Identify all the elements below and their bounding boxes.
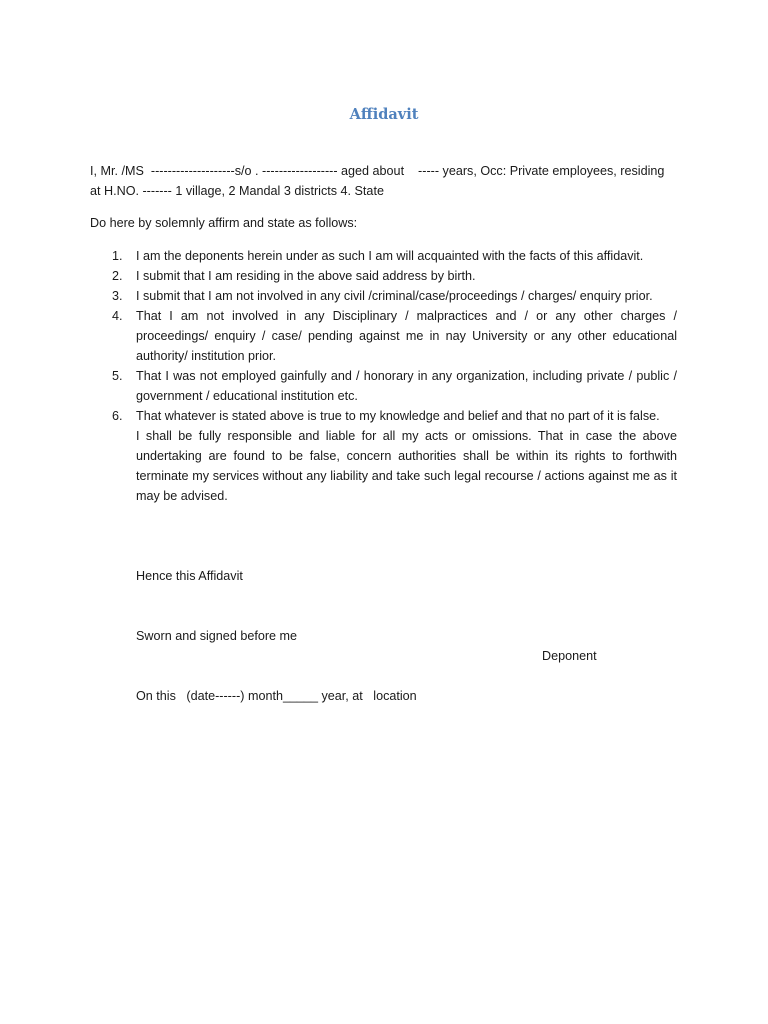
intro-line-1: I, Mr. /MS --------------------s/o . ------------------ aged about ----- years, Occ: Private employees, residing (90, 164, 665, 178)
list-item (90, 266, 677, 286)
list-item-number: 3. (112, 289, 123, 303)
list-item (90, 366, 677, 406)
list-item (90, 406, 677, 506)
list-item (90, 246, 677, 266)
closing-line-date: On this (date------) month_____ year, at location (136, 689, 417, 703)
preface-text: Do here by solemnly affirm and state as follows: (90, 216, 358, 230)
list-item-number: 1. (112, 249, 123, 263)
closing-line-hence: Hence this Affidavit (136, 569, 243, 583)
list-item-number: 4. (112, 309, 123, 323)
undertaking-paragraph: I shall be fully responsible and liable for all my acts or omissions. That in case the above undertaking are found to be false, concern authorities shall be within its rights to forthwith terminate my services without any liability and take such legal recourse / actions against me as it may be advised. (136, 429, 677, 503)
intro-paragraph (90, 161, 677, 201)
list-item-number: 2. (112, 269, 123, 283)
intro-line-2: at H.NO. ------- 1 village, 2 Mandal 3 districts 4. State (90, 184, 384, 198)
statement-list (90, 246, 677, 506)
list-item-text: I submit that I am not involved in any civil /criminal/case/proceedings / charges/ enquiry prior. (136, 289, 653, 303)
list-item-text: That whatever is stated above is true to my knowledge and belief and that no part of it is false. (136, 409, 660, 423)
list-item-number: 5. (112, 369, 123, 383)
deponent-signature-label: Deponent (542, 649, 597, 663)
list-item-text: That I am not involved in any Disciplinary / malpractices and / or any other charges / proceedings/ enquiry / case/ pending against me in nay University or any other educational authority/ institution prior. (136, 309, 677, 363)
list-item (90, 306, 677, 366)
closing-line-sworn: Sworn and signed before me (136, 629, 298, 643)
list-item (90, 286, 677, 306)
document-title: Affidavit (349, 106, 419, 123)
list-item-text: I am the deponents herein under as such I am will acquainted with the facts of this affidavit. (136, 249, 644, 263)
list-item-number: 6. (112, 409, 123, 423)
closing-block (136, 526, 417, 746)
list-item-text: I submit that I am residing in the above said address by birth. (136, 269, 476, 283)
list-item-text: That I was not employed gainfully and / honorary in any organization, including private / public / government / educational institution etc. (136, 369, 677, 403)
